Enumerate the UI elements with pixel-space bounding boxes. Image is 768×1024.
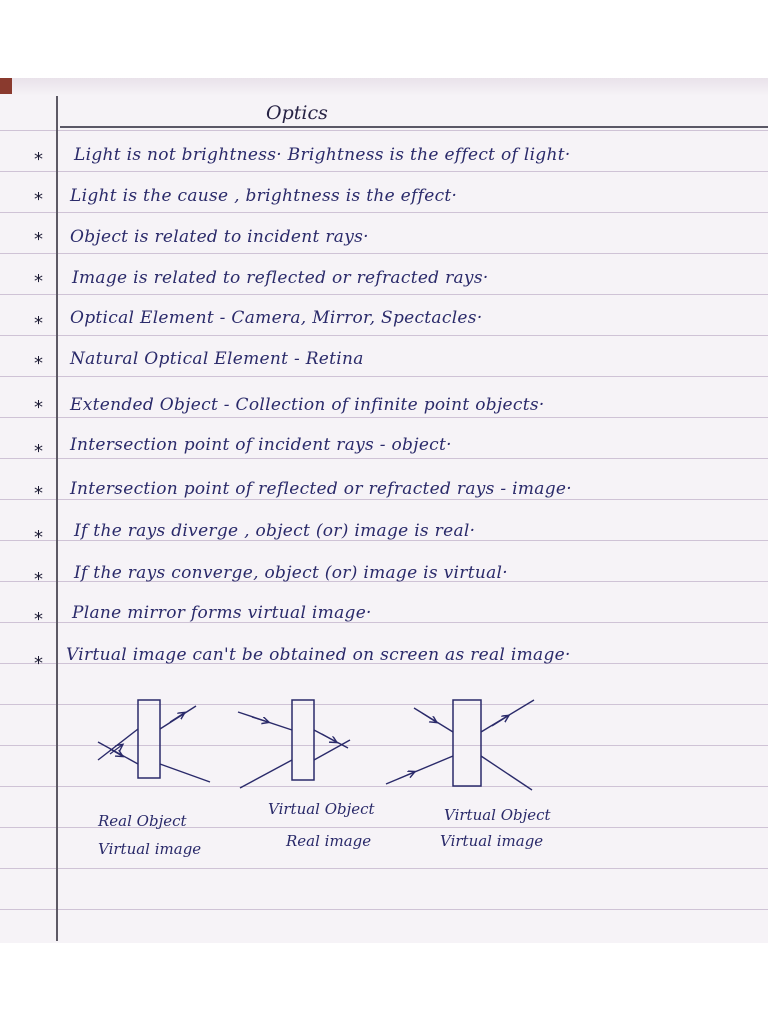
note-text: Plane mirror forms virtual image· bbox=[72, 603, 372, 623]
bullet-star-icon: * bbox=[34, 313, 43, 334]
note-text: Virtual image can't be obtained on screen as real image· bbox=[66, 645, 571, 665]
incident-ray bbox=[240, 760, 292, 788]
diagram-3-label-top: Virtual Object bbox=[444, 806, 551, 824]
note-text: Extended Object - Collection of infinite point objects· bbox=[70, 395, 545, 415]
arrow-head bbox=[252, 717, 268, 722]
page-title: Optics bbox=[266, 102, 328, 124]
emergent-ray bbox=[481, 756, 532, 790]
bullet-star-icon: * bbox=[34, 483, 43, 504]
arrow-head bbox=[492, 716, 508, 726]
note-text: Intersection point of reflected or refracted rays - image· bbox=[70, 479, 572, 499]
bullet-star-icon: * bbox=[34, 653, 43, 674]
plane-mirror-box bbox=[292, 700, 314, 780]
incident-ray bbox=[98, 729, 138, 760]
bullet-star-icon: * bbox=[34, 149, 43, 170]
note-text: If the rays converge, object (or) image is virtual· bbox=[74, 563, 508, 583]
arrow-head bbox=[170, 713, 184, 722]
note-text: If the rays diverge , object (or) image is real· bbox=[74, 521, 476, 541]
diagram-2-label-top: Virtual Object bbox=[268, 800, 375, 818]
diagram-1-label-top: Real Object bbox=[98, 812, 187, 830]
bullet-star-icon: * bbox=[34, 441, 43, 462]
bullet-star-icon: * bbox=[34, 189, 43, 210]
note-text: Light is the cause , brightness is the effect· bbox=[70, 186, 458, 206]
plane-mirror-box bbox=[138, 700, 160, 778]
arrow-head bbox=[398, 772, 414, 779]
diagram-2-label-bottom: Real image bbox=[286, 832, 372, 850]
bullet-star-icon: * bbox=[34, 271, 43, 292]
incident-ray bbox=[386, 756, 453, 784]
note-text: Natural Optical Element - Retina bbox=[70, 349, 364, 369]
arrow-head bbox=[322, 734, 336, 742]
note-text: Image is related to reflected or refracted rays· bbox=[72, 268, 489, 288]
diagram-real-object bbox=[98, 700, 210, 782]
diagram-3-label-bottom: Virtual image bbox=[440, 832, 544, 850]
emergent-ray bbox=[314, 740, 350, 760]
note-text: Light is not brightness· Brightness is the effect of light· bbox=[74, 145, 571, 165]
emergent-ray bbox=[160, 764, 210, 782]
bullet-star-icon: * bbox=[34, 397, 43, 418]
bullet-star-icon: * bbox=[34, 229, 43, 250]
diagram-1-label-bottom: Virtual image bbox=[98, 840, 202, 858]
arrow-head bbox=[422, 713, 436, 722]
bullet-star-icon: * bbox=[34, 569, 43, 590]
diagram-virtual-object-virtual-image bbox=[386, 700, 534, 790]
note-text: Object is related to incident rays· bbox=[70, 227, 369, 247]
diagram-virtual-object bbox=[238, 700, 350, 788]
plane-mirror-box bbox=[453, 700, 481, 786]
note-text: Intersection point of incident rays - object· bbox=[70, 435, 452, 455]
bullet-star-icon: * bbox=[34, 353, 43, 374]
note-text: Optical Element - Camera, Mirror, Spectacles· bbox=[70, 308, 483, 328]
bullet-star-icon: * bbox=[34, 527, 43, 548]
bullet-star-icon: * bbox=[34, 609, 43, 630]
